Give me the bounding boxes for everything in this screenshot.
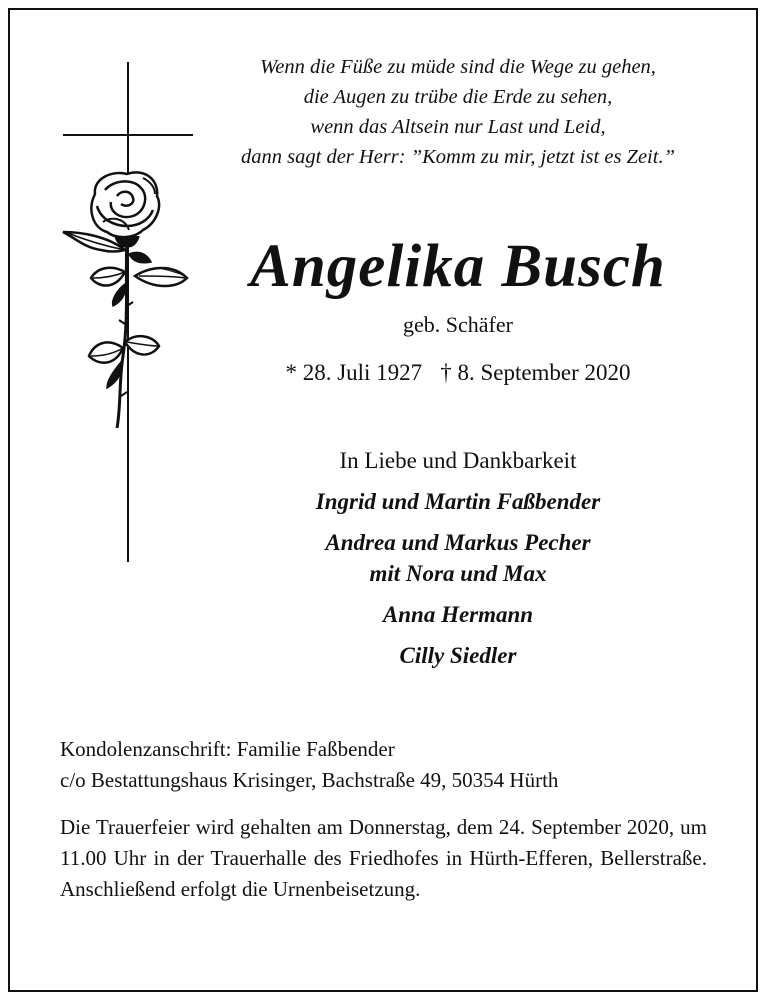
life-dates	[200, 360, 716, 386]
mourner-line: Andrea und Markus Pecher	[325, 530, 591, 555]
thanks-line: In Liebe und Dankbarkeit	[339, 448, 577, 473]
rose-icon	[55, 166, 195, 436]
contact-line: c/o Bestattungshaus Krisinger, Bachstraße 49, 50354 Hürth	[60, 768, 559, 792]
birth-date: * 28. Juli 1927	[285, 360, 423, 385]
mourner-line: Anna Hermann	[382, 602, 534, 627]
mourner-group	[200, 486, 716, 517]
mourner-line: Cilly Siedler	[399, 643, 517, 668]
mourner-group	[200, 599, 716, 630]
contact-line: Kondolenzanschrift: Familie Faßbender	[60, 737, 395, 761]
mourner-line: Ingrid und Martin Faßbender	[315, 489, 601, 514]
deceased-name: Angelika Busch	[250, 233, 666, 300]
cross-bar	[63, 134, 193, 136]
poem	[190, 52, 726, 172]
mourners-list	[200, 486, 716, 681]
mourner-group	[200, 640, 716, 671]
poem-line: Wenn die Füße zu müde sind die Wege zu gehen,	[260, 56, 656, 78]
maiden-name: geb. Schäfer	[403, 312, 513, 337]
poem-line: die Augen zu trübe die Erde zu sehen,	[303, 86, 613, 108]
poem-line: wenn das Altsein nur Last und Leid,	[310, 116, 606, 138]
mourner-group	[200, 527, 716, 589]
funeral-service-text: Die Trauerfeier wird gehalten am Donnerstag, dem 24. September 2020, um 11.00 Uhr in der Trauerhalle des Friedhofes in Hürth-Efferen, Bellerstraße. Anschließend erfolgt die Urnenbeisetzung.	[60, 815, 707, 901]
condolence-address	[60, 734, 710, 796]
mourner-line: mit Nora und Max	[369, 561, 547, 586]
poem-line: dann sagt der Herr: ”Komm zu mir, jetzt ist es Zeit.”	[241, 146, 675, 168]
death-date: † 8. September 2020	[440, 360, 631, 385]
